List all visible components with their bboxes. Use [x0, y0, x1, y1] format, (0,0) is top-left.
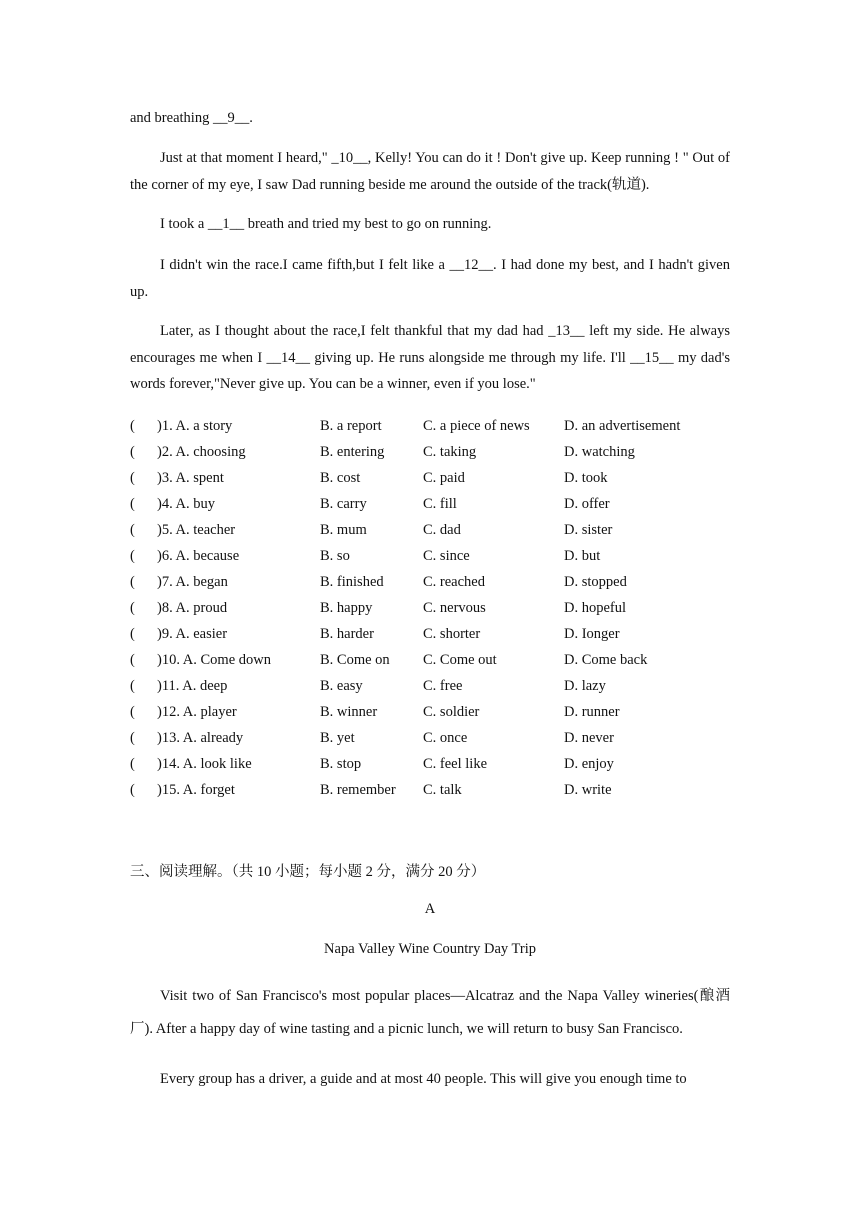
option-d: D. sister [564, 522, 613, 538]
answer-paren: ( [130, 470, 135, 486]
option-b: B. happy [320, 600, 373, 616]
option-b: B. stop [320, 756, 362, 772]
option-c: C. reached [423, 574, 485, 590]
option-b: B. harder [320, 626, 374, 642]
question-row [130, 520, 750, 546]
option-c: C. paid [423, 470, 465, 486]
option-c: C. shorter [423, 626, 481, 642]
option-c: C. since [423, 548, 470, 564]
answer-paren: ( [130, 730, 135, 746]
question-row [130, 728, 750, 754]
option-b: B. yet [320, 730, 355, 746]
option-b: B. so [320, 548, 350, 564]
option-b: B. entering [320, 444, 385, 460]
answer-paren: ( [130, 574, 135, 590]
option-d: D. Come back [564, 652, 648, 668]
option-b: B. finished [320, 574, 384, 590]
option-a: )13. A. already [157, 730, 244, 746]
option-a: )7. A. began [157, 574, 228, 590]
question-row [130, 494, 750, 520]
option-a: )14. A. look like [157, 756, 252, 772]
option-a: )11. A. deep [157, 678, 228, 694]
option-b: B. a report [320, 418, 382, 434]
option-d: D. but [564, 548, 601, 564]
passage-paragraph-breath: I took a __1__ breath and tried my best to go on running. [160, 216, 492, 232]
passage-paragraph-later: Later, as I thought about the race,I felt thankful that my dad had _13__ left my side. He always encourages me when I __14__ giving up. He runs alongside me through my life. I'll __15__ my dad's words forever,"Never give up. You can be a winner, even if you lose." [130, 323, 730, 392]
answer-paren: ( [130, 418, 135, 434]
option-d: D. stopped [564, 574, 627, 590]
option-d: D. took [564, 470, 608, 486]
question-row [130, 572, 750, 598]
answer-paren: ( [130, 652, 135, 668]
option-d: D. Ionger [564, 626, 620, 642]
question-row [130, 702, 750, 728]
answer-paren: ( [130, 548, 135, 564]
article-paragraph-2: Every group has a driver, a guide and at most 40 people. This will give you enough time to [160, 1071, 687, 1087]
option-d: D. enjoy [564, 756, 614, 772]
option-a: )10. A. Come down [157, 652, 271, 668]
option-a: )2. A. choosing [157, 444, 246, 460]
question-row [130, 780, 750, 806]
question-row [130, 598, 750, 624]
option-b: B. Come on [320, 652, 390, 668]
option-b: B. winner [320, 704, 378, 720]
option-c: C. free [423, 678, 463, 694]
article-paragraph-1: Visit two of San Francisco's most popular places—Alcatraz and the Napa Valley wineries(酿酒厂). After a happy day of wine tasting and a picnic lunch, we will return to busy San Francisco. [130, 988, 730, 1037]
question-row [130, 468, 750, 494]
question-row [130, 546, 750, 572]
answer-paren: ( [130, 444, 135, 460]
option-a: )5. A. teacher [157, 522, 236, 538]
option-c: C. soldier [423, 704, 480, 720]
option-d: D. never [564, 730, 614, 746]
option-c: C. taking [423, 444, 477, 460]
option-d: D. watching [564, 444, 635, 460]
option-a: )4. A. buy [157, 496, 215, 512]
passage-line-9: and breathing __9__. [130, 110, 253, 126]
option-b: B. remember [320, 782, 396, 798]
option-c: C. fill [423, 496, 457, 512]
option-d: D. an advertisement [564, 418, 681, 434]
option-a: )15. A. forget [157, 782, 235, 798]
option-c: C. a piece of news [423, 418, 530, 434]
question-row [130, 442, 750, 468]
question-row [130, 650, 750, 676]
passage-paragraph-race: I didn't win the race.I came fifth,but I felt like a __12__. I had done my best, and I hadn't given up. [130, 257, 730, 300]
option-d: D. runner [564, 704, 620, 720]
part-label: A [424, 901, 436, 917]
option-a: )9. A. easier [157, 626, 228, 642]
option-a: )1. A. a story [157, 418, 233, 434]
option-a: )12. A. player [157, 704, 237, 720]
option-c: C. once [423, 730, 468, 746]
option-d: D. offer [564, 496, 610, 512]
section-heading: 三、阅读理解。（共 10 小题；每小题 2 分，满分 20 分） [130, 864, 486, 880]
option-b: B. carry [320, 496, 367, 512]
answer-paren: ( [130, 678, 135, 694]
question-row [130, 676, 750, 702]
option-c: C. Come out [423, 652, 497, 668]
option-d: D. hopeful [564, 600, 627, 616]
option-c: C. dad [423, 522, 461, 538]
option-a: )6. A. because [157, 548, 240, 564]
answer-paren: ( [130, 756, 135, 772]
option-c: C. feel like [423, 756, 488, 772]
answer-paren: ( [130, 782, 135, 798]
option-c: C. nervous [423, 600, 486, 616]
question-row [130, 754, 750, 780]
answer-paren: ( [130, 600, 135, 616]
option-a: )3. A. spent [157, 470, 224, 486]
option-d: D. write [564, 782, 612, 798]
question-row [130, 624, 750, 650]
passage-paragraph-heard: Just at that moment I heard," _10__, Kelly! You can do it ! Don't give up. Keep running ! " Out of the corner of my eye, I saw Dad running beside me around the outside of the track(轨道). [130, 150, 730, 193]
option-d: D. lazy [564, 678, 606, 694]
answer-paren: ( [130, 626, 135, 642]
option-b: B. cost [320, 470, 361, 486]
option-b: B. mum [320, 522, 367, 538]
answer-paren: ( [130, 496, 135, 512]
question-row [130, 416, 750, 442]
answer-paren: ( [130, 704, 135, 720]
option-c: C. talk [423, 782, 462, 798]
article-title: Napa Valley Wine Country Day Trip [324, 941, 536, 957]
option-a: )8. A. proud [157, 600, 228, 616]
option-b: B. easy [320, 678, 363, 694]
answer-paren: ( [130, 522, 135, 538]
